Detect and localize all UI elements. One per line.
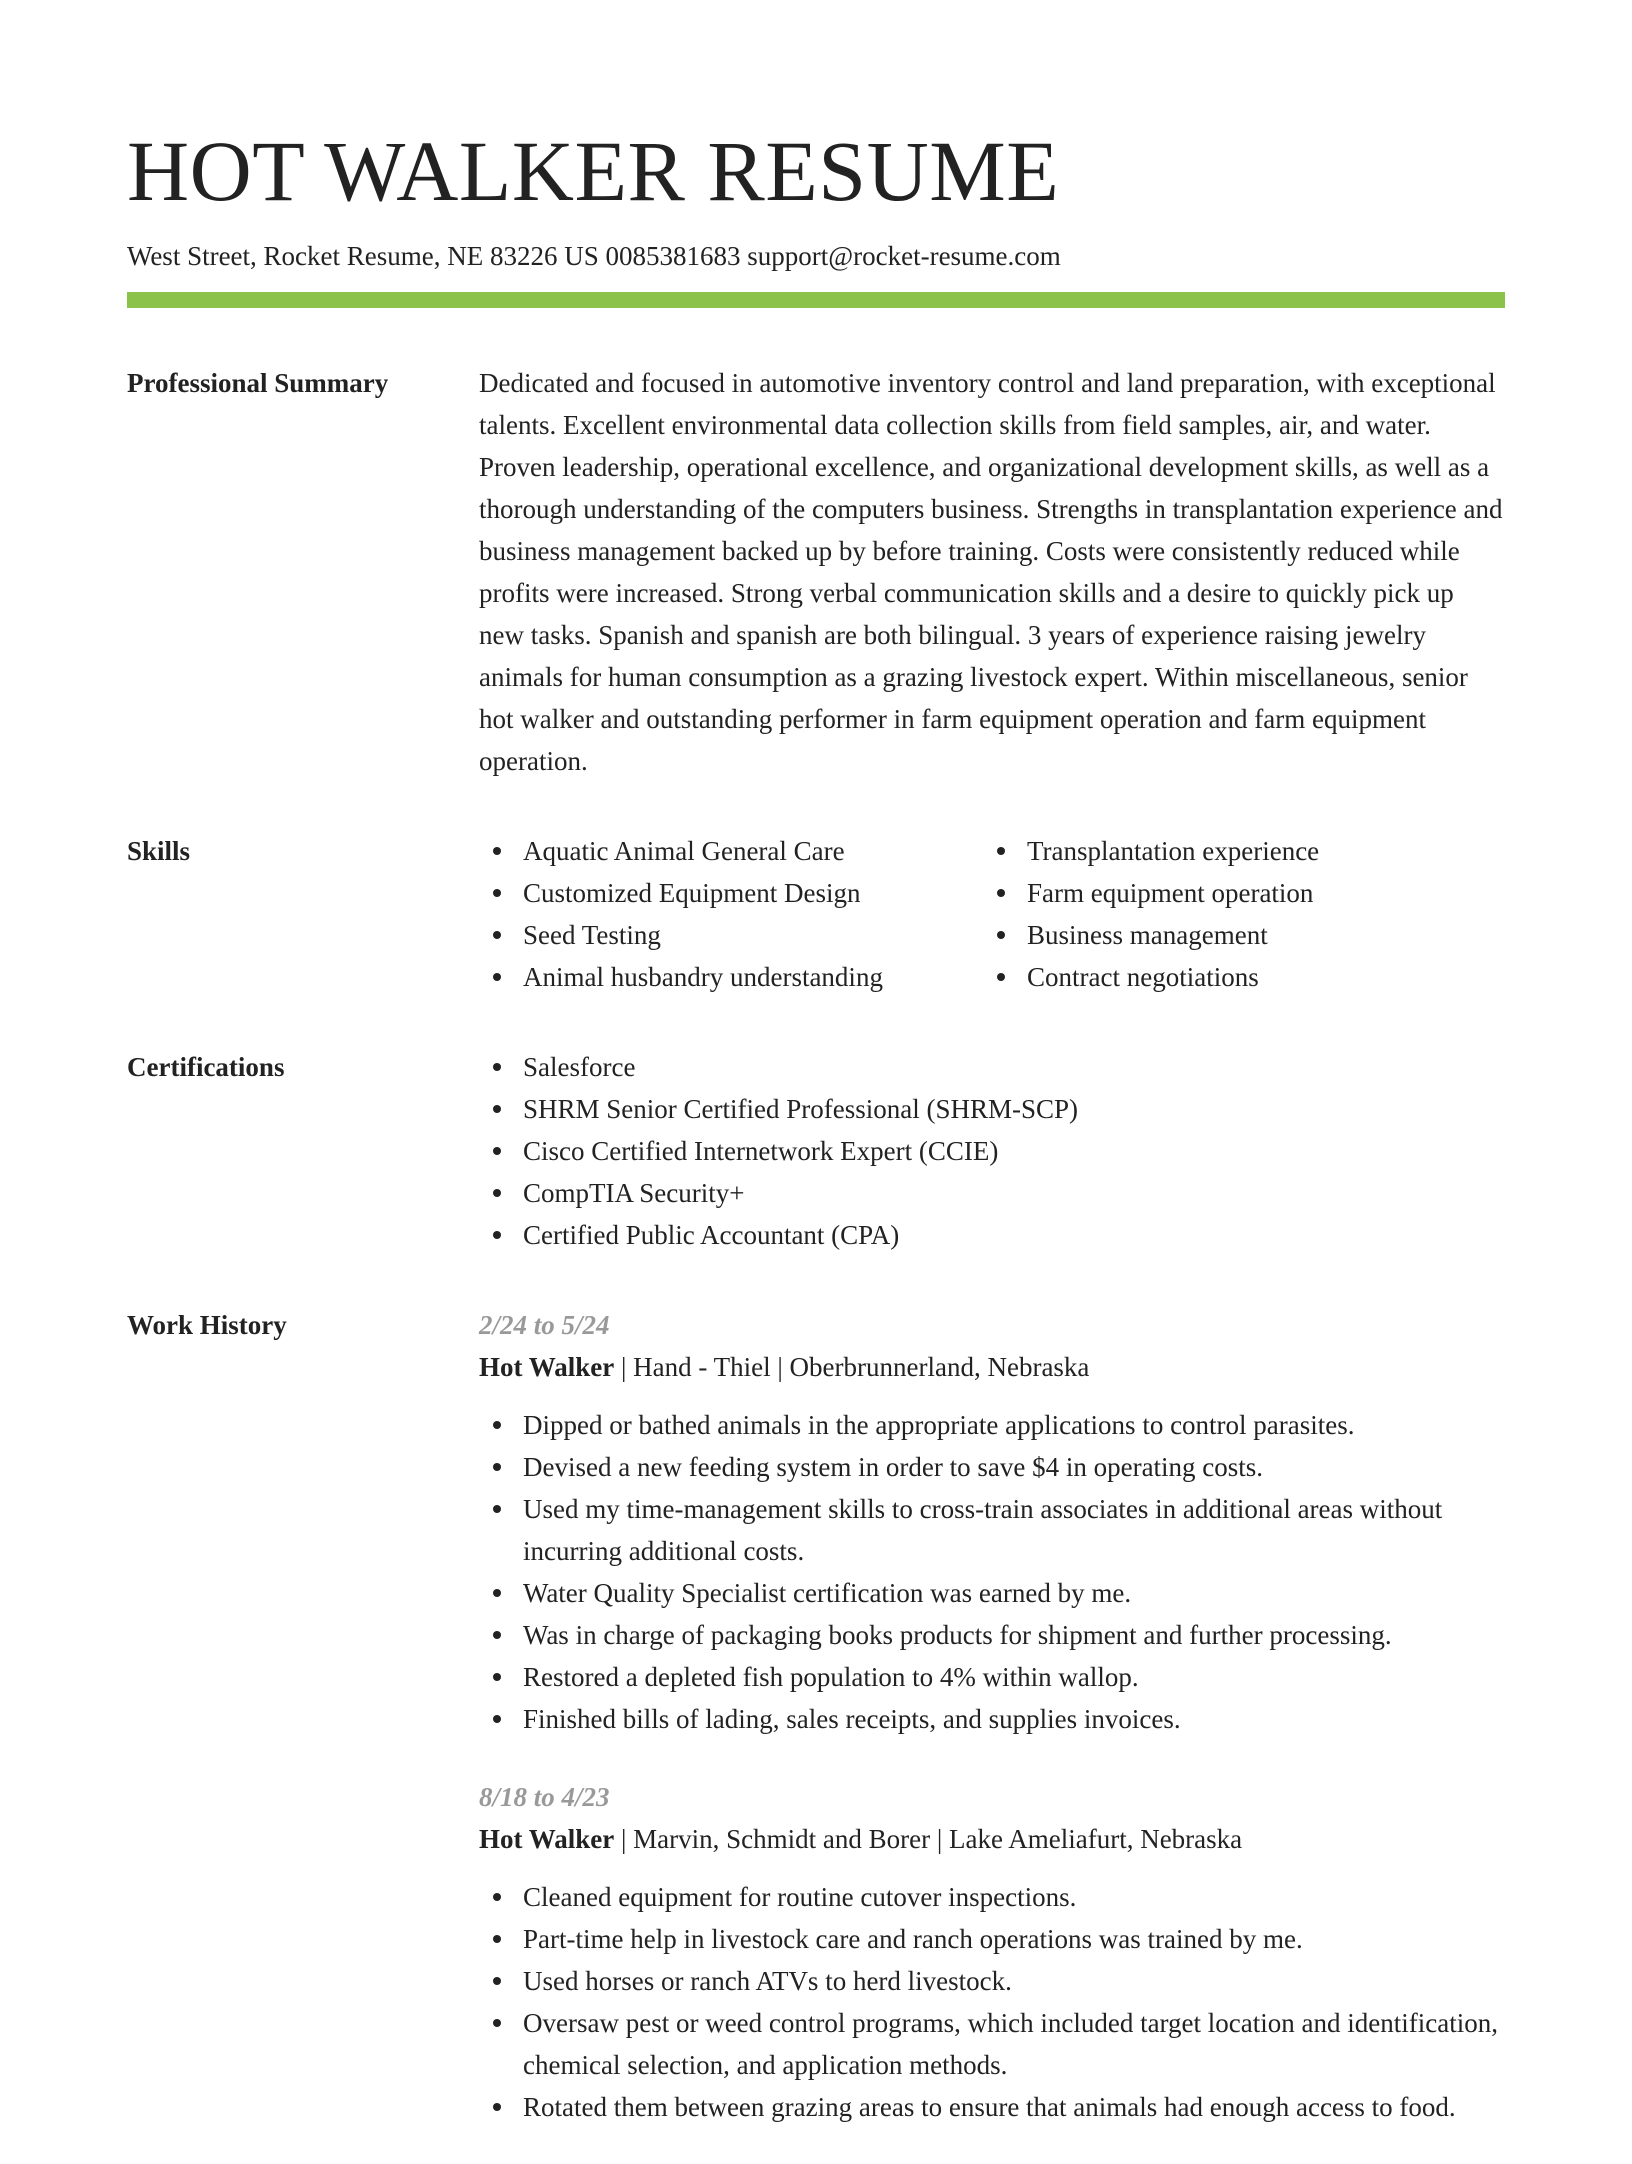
job-dates: 8/18 to 4/23: [479, 1782, 610, 1813]
job-bullet: Was in charge of packaging books products for shipment and further processing.: [479, 1614, 1505, 1656]
certifications-list: [479, 1046, 1505, 1256]
certifications-content: [479, 1046, 1505, 1256]
certification-item: CompTIA Security+: [479, 1172, 1505, 1214]
accent-divider: [127, 292, 1505, 308]
skill-item: Business management: [983, 914, 1487, 956]
job-dates: 2/24 to 5/24: [479, 1310, 610, 1341]
summary-heading: Professional Summary: [127, 368, 389, 399]
job-bullet: Rotated them between grazing areas to ensure that animals had enough access to food.: [479, 2086, 1505, 2128]
job-entry: [479, 1304, 1505, 1740]
work-history-content: [479, 1304, 1505, 2164]
job-bullet: Restored a depleted fish population to 4% within wallop.: [479, 1656, 1505, 1698]
job-details: | Hand - Thiel | Oberbrunnerland, Nebraska: [614, 1352, 1090, 1383]
skills-section: [127, 830, 1505, 998]
job-bullet: Cleaned equipment for routine cutover inspections.: [479, 1876, 1505, 1918]
skill-item: Customized Equipment Design: [479, 872, 983, 914]
certifications-section: [127, 1046, 1505, 1256]
job-bullets: [479, 1876, 1505, 2128]
skill-item: Aquatic Animal General Care: [479, 830, 983, 872]
resume-title: HOT WALKER RESUME: [127, 123, 1060, 219]
summary-section: [127, 362, 1505, 782]
certification-item: Salesforce: [479, 1046, 1505, 1088]
job-details: | Marvin, Schmidt and Borer | Lake Ameliafurt, Nebraska: [614, 1824, 1243, 1855]
job-bullet: Dipped or bathed animals in the appropriate applications to control parasites.: [479, 1404, 1505, 1446]
work-history-section: [127, 1304, 1505, 2164]
job-bullet: Oversaw pest or weed control programs, which included target location and identification, chemical selection, and application methods.: [479, 2002, 1505, 2086]
job-bullets: [479, 1404, 1505, 1740]
certifications-heading: Certifications: [127, 1052, 285, 1083]
certification-item: SHRM Senior Certified Professional (SHRM-SCP): [479, 1088, 1505, 1130]
skill-item: Farm equipment operation: [983, 872, 1487, 914]
job-bullet: Part-time help in livestock care and ranch operations was trained by me.: [479, 1918, 1505, 1960]
resume-page: [127, 0, 1505, 2164]
job-header: [479, 1818, 1505, 1860]
skills-grid: [479, 830, 1505, 998]
job-bullet: Used my time-management skills to cross-train associates in additional areas without incurring additional costs.: [479, 1488, 1505, 1572]
job-bullet: Devised a new feeding system in order to save $4 in operating costs.: [479, 1446, 1505, 1488]
skill-item: Seed Testing: [479, 914, 983, 956]
summary-text: Dedicated and focused in automotive inventory control and land preparation, with exceptional talents. Excellent environmental data collection skills from field samples, air, and water. Proven leadership, operational excellence, and organizational development skills, as well as a thorough understanding of the computers business. Strengths in transplantation experience and business management backed up by before training. Costs were consistently reduced while profits were increased. Strong verbal communication skills and a desire to quickly pick up new tasks. Spanish and spanish are both bilingual. 3 years of experience raising jewelry animals for human consumption as a grazing livestock expert. Within miscellaneous, senior hot walker and outstanding performer in farm equipment operation and farm equipment operation.: [479, 368, 1503, 777]
job-entry: [479, 1776, 1505, 2128]
certification-item: Certified Public Accountant (CPA): [479, 1214, 1505, 1256]
job-bullet: Used horses or ranch ATVs to herd livestock.: [479, 1960, 1505, 2002]
job-bullet: Finished bills of lading, sales receipts, and supplies invoices.: [479, 1698, 1505, 1740]
contact-info: West Street, Rocket Resume, NE 83226 US 0085381683 support@rocket-resume.com: [127, 241, 1061, 271]
skills-heading: Skills: [127, 836, 191, 867]
job-header: [479, 1346, 1505, 1388]
skills-list-left: [479, 830, 983, 998]
job-title: Hot Walker: [479, 1352, 615, 1383]
job-title: Hot Walker: [479, 1824, 615, 1855]
skills-content: [479, 830, 1505, 998]
skills-list-right: [983, 830, 1487, 998]
summary-content: [479, 362, 1505, 782]
skill-item: Contract negotiations: [983, 956, 1487, 998]
skill-item: Transplantation experience: [983, 830, 1487, 872]
skill-item: Animal husbandry understanding: [479, 956, 983, 998]
job-bullet: Water Quality Specialist certification was earned by me.: [479, 1572, 1505, 1614]
work-history-heading: Work History: [127, 1310, 287, 1341]
certification-item: Cisco Certified Internetwork Expert (CCIE): [479, 1130, 1505, 1172]
